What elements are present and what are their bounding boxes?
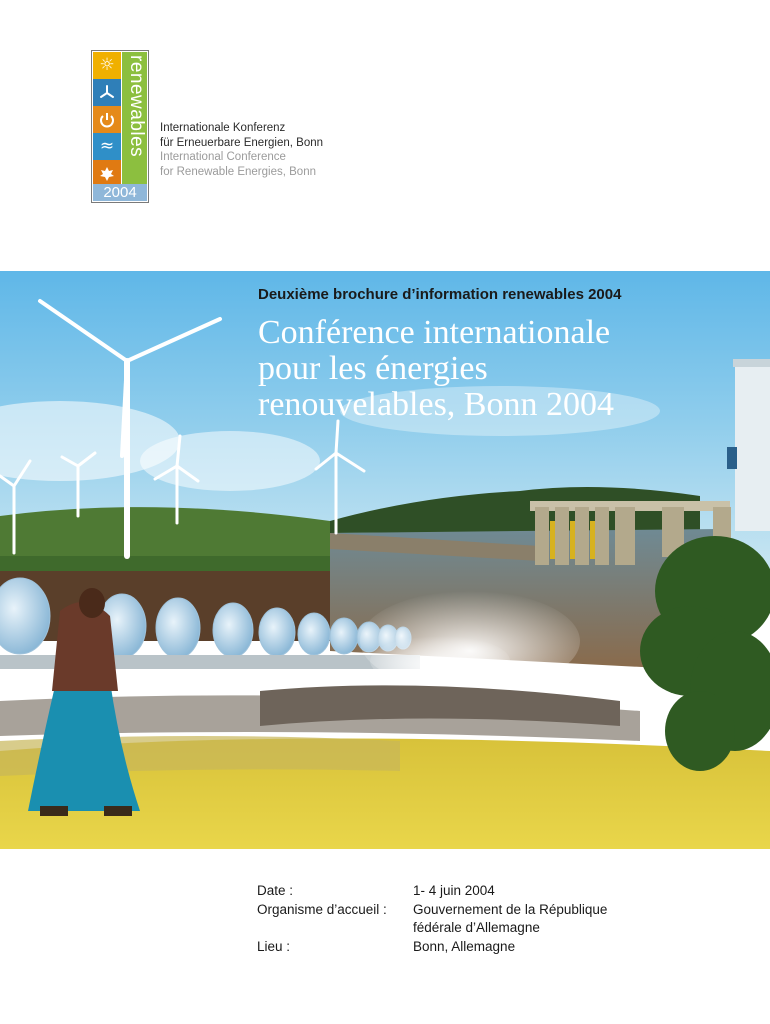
- detail-row-host-cont: [257, 919, 607, 938]
- wind-turbine-icon: [93, 79, 121, 106]
- conference-name-de-2: für Erneuerbare Energien, Bonn: [160, 136, 324, 149]
- detail-row-venue: [257, 938, 607, 957]
- page-title-line-1: Conférence internationale: [258, 314, 611, 351]
- logo-wordmark: [122, 52, 147, 187]
- detail-row-date: [257, 882, 607, 901]
- detail-value: 1- 4 juin 2004: [413, 883, 495, 898]
- detail-label: Organisme d’accueil :: [257, 901, 387, 917]
- hero-text: [258, 286, 621, 423]
- logo-icon-column: [93, 52, 121, 187]
- conference-name-de-1: Internationale Konferenz: [160, 122, 286, 134]
- page-title-line-2: pour les énergies: [258, 350, 488, 387]
- detail-value: Bonn, Allemagne: [413, 938, 516, 954]
- detail-label: [257, 919, 413, 938]
- logo-word-text: renewables: [126, 55, 147, 158]
- leaf-icon: [93, 160, 121, 187]
- renewables-logo: [91, 50, 149, 203]
- detail-label: Lieu :: [257, 938, 291, 954]
- water-waves-icon: ≈: [93, 133, 121, 160]
- brochure-subtitle: Deuxième brochure d’information renewables 2004: [258, 286, 622, 303]
- page-title: [258, 315, 621, 423]
- detail-value: Gouvernement de la République: [413, 901, 608, 917]
- detail-label: Date :: [257, 883, 294, 898]
- logo-year: 2004: [93, 184, 147, 201]
- power-icon: [93, 106, 121, 133]
- conference-name-en-1: International Conference: [160, 151, 286, 163]
- event-details: [257, 882, 607, 956]
- page-title-line-3: renouvelables, Bonn 2004: [258, 386, 614, 423]
- detail-row-host: [257, 901, 607, 920]
- detail-value: fédérale d’Allemagne: [413, 920, 540, 935]
- conference-name-en-2: for Renewable Energies, Bonn: [160, 165, 316, 178]
- sun-icon: ☼: [93, 52, 121, 79]
- conference-name: [160, 121, 323, 179]
